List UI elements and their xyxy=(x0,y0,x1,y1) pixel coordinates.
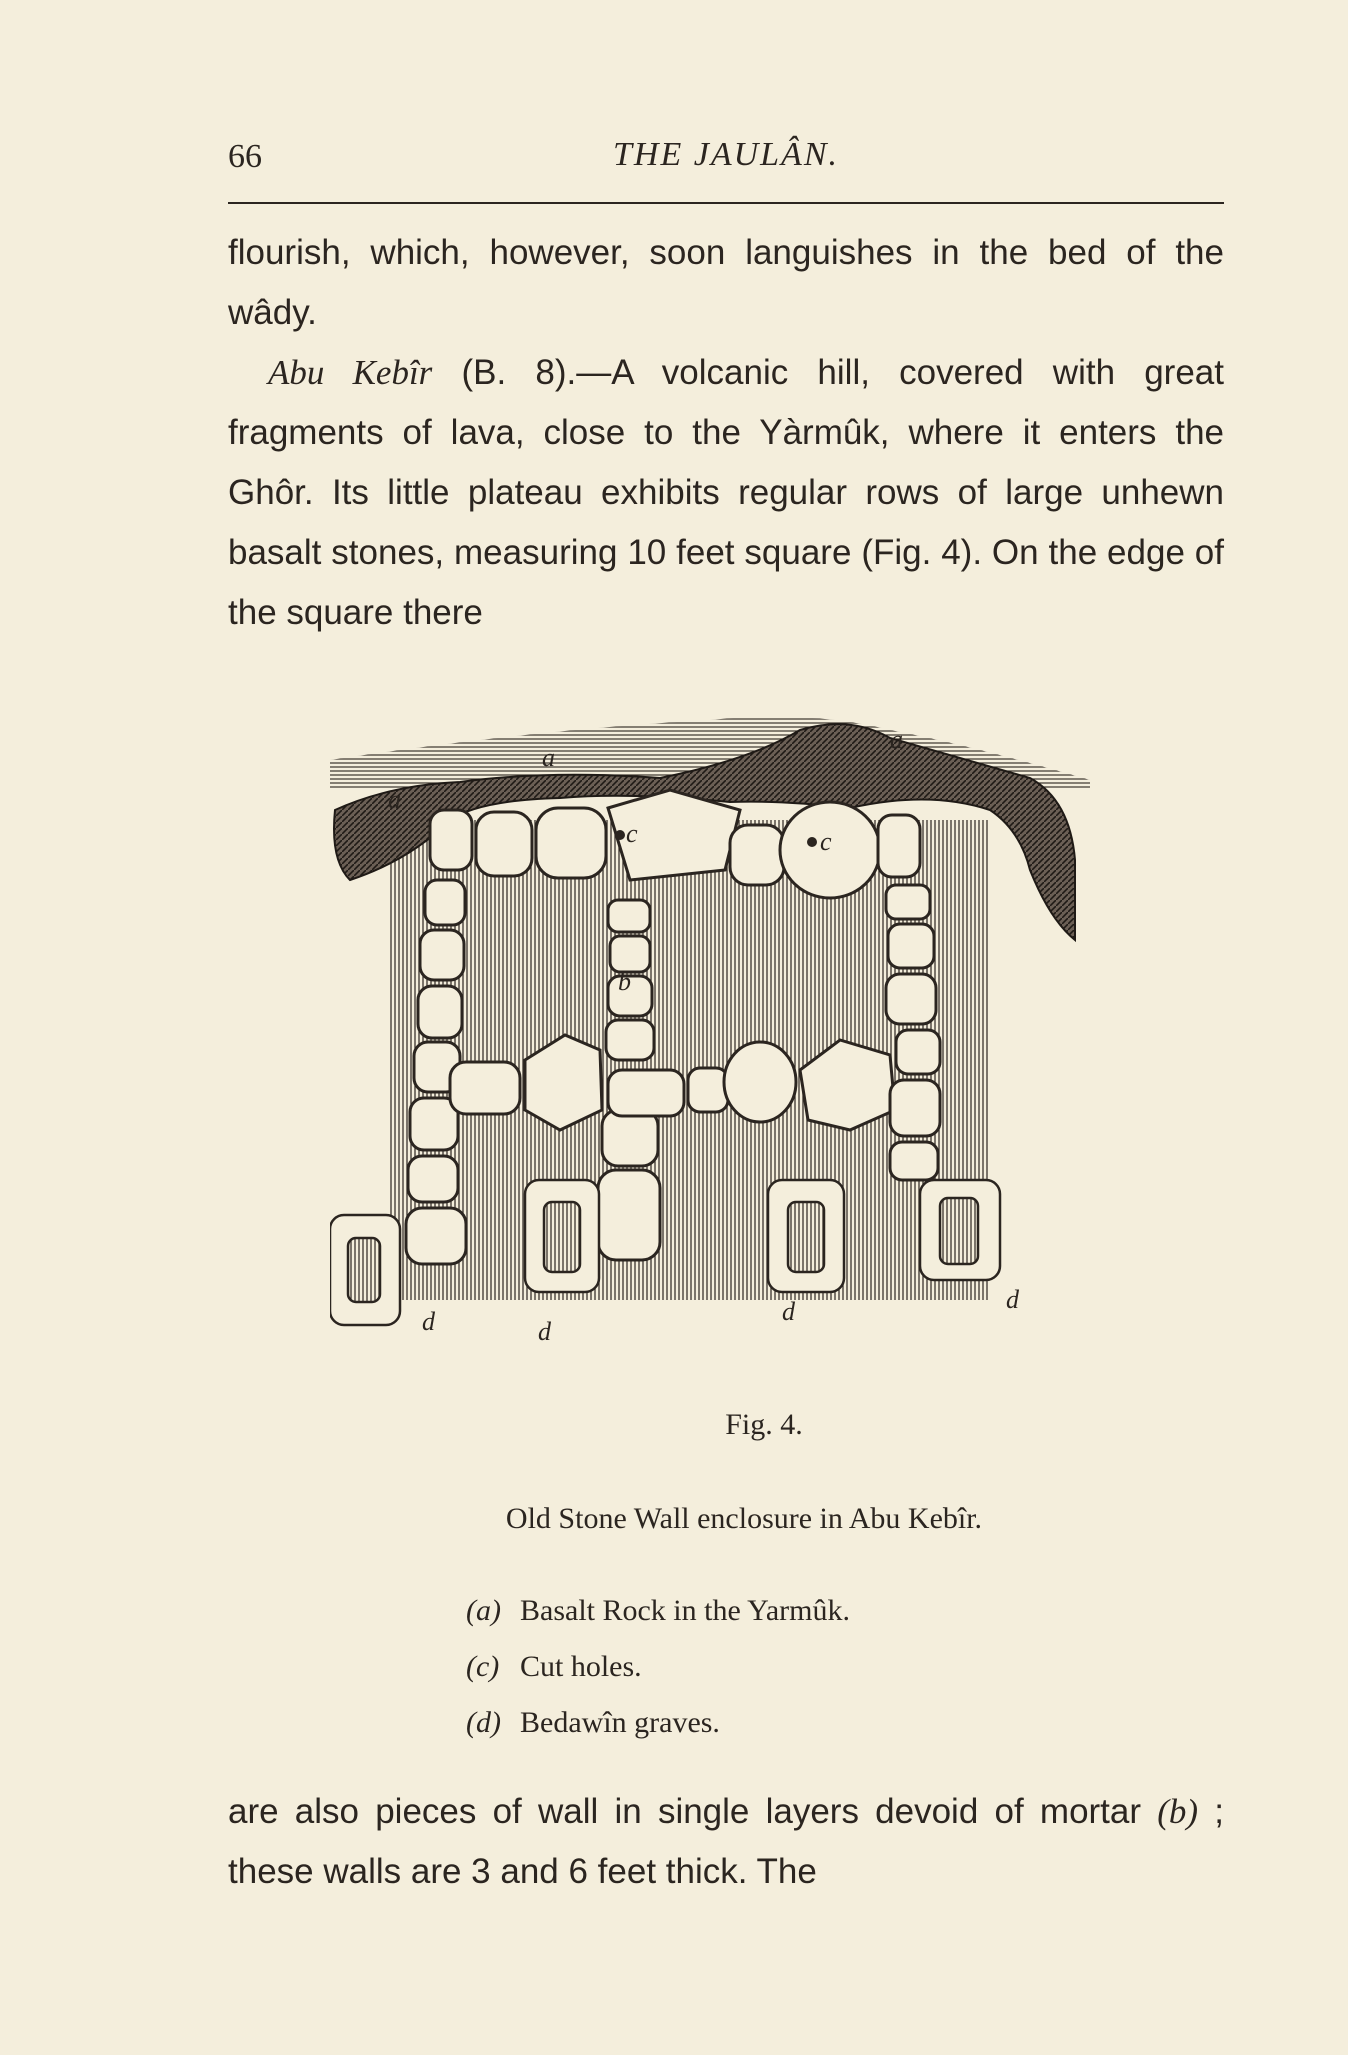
stone xyxy=(602,1110,658,1166)
stone xyxy=(724,1042,796,1122)
legend-text: Bedawîn graves. xyxy=(520,1706,720,1739)
paragraph-text: (B. 8).—A volcanic hill, covered with great fragments of lava, close to the Yàrmûk, where it enters the Ghôr. Its little plateau exhibits regular rows of large unhewn basalt stones, measuring 10 feet square (Fig. 4). On the edge of the square there xyxy=(228,353,1224,632)
stone xyxy=(890,1142,938,1180)
text-block-bottom xyxy=(228,1782,1224,1902)
stone xyxy=(408,1156,458,1202)
figure-legend xyxy=(466,1583,1166,1751)
label-d: d xyxy=(1006,1285,1019,1314)
label-d: d xyxy=(782,1297,795,1326)
label-a: a xyxy=(388,785,401,814)
cut-hole xyxy=(807,837,817,847)
stone xyxy=(598,1170,660,1260)
stone xyxy=(688,1068,728,1112)
stone xyxy=(450,1062,520,1114)
stone xyxy=(886,974,936,1024)
legend-text: Basalt Rock in the Yarmûk. xyxy=(520,1594,850,1627)
stone xyxy=(420,930,464,980)
paragraph xyxy=(228,343,1224,643)
stone xyxy=(430,810,472,870)
legend-item xyxy=(466,1583,1166,1639)
text-block-top xyxy=(228,223,1224,643)
label-d: d xyxy=(538,1317,551,1346)
grave xyxy=(940,1198,978,1264)
grave xyxy=(348,1238,380,1302)
paragraph-text: are also pieces of wall in single layers devoid of mortar xyxy=(228,1792,1158,1831)
stone xyxy=(418,986,462,1038)
header-rule xyxy=(228,202,1224,204)
running-title: THE JAULÂN. xyxy=(613,136,839,173)
stone xyxy=(425,880,465,925)
label-a: a xyxy=(542,743,555,772)
figure-label: Fig. 4. xyxy=(725,1408,803,1441)
stone-enclosure-illustration xyxy=(330,690,1090,1380)
cut-hole xyxy=(615,830,625,840)
stone xyxy=(888,924,934,968)
page-header xyxy=(228,130,1224,190)
label-b: b xyxy=(618,967,631,996)
legend-item xyxy=(466,1695,1166,1751)
label-a: a xyxy=(890,725,903,754)
legend-key: (d) xyxy=(466,1706,501,1739)
paragraph xyxy=(228,1782,1224,1902)
stone xyxy=(536,808,606,878)
legend-key: (c) xyxy=(466,1650,500,1683)
stone xyxy=(608,1070,684,1116)
stone xyxy=(878,815,920,877)
stone xyxy=(890,1080,940,1136)
place-name: Abu Kebîr xyxy=(268,353,433,392)
paragraph: flourish, which, however, soon languishes in the bed of the wâdy. xyxy=(228,233,1224,332)
figure-title: Old Stone Wall enclosure in Abu Kebîr. xyxy=(505,1502,983,1535)
grave xyxy=(788,1202,824,1272)
label-c: c xyxy=(820,827,832,856)
legend-key: (a) xyxy=(466,1594,501,1627)
page-number: 66 xyxy=(228,138,262,175)
figure-4 xyxy=(330,690,1090,1380)
grave xyxy=(544,1202,580,1272)
stone xyxy=(886,885,930,919)
stone xyxy=(406,1208,466,1264)
stone xyxy=(608,900,650,932)
stone xyxy=(730,825,784,885)
label-d: d xyxy=(422,1307,435,1336)
stone xyxy=(606,1020,654,1060)
stone xyxy=(896,1030,940,1074)
legend-item xyxy=(466,1639,1166,1695)
label-c: c xyxy=(626,819,638,848)
paragraph-text: ; these walls are 3 and 6 feet thick. The xyxy=(228,1792,1224,1891)
stone xyxy=(476,812,532,876)
figure-reference: (b) xyxy=(1157,1792,1199,1831)
legend-text: Cut holes. xyxy=(520,1650,642,1683)
